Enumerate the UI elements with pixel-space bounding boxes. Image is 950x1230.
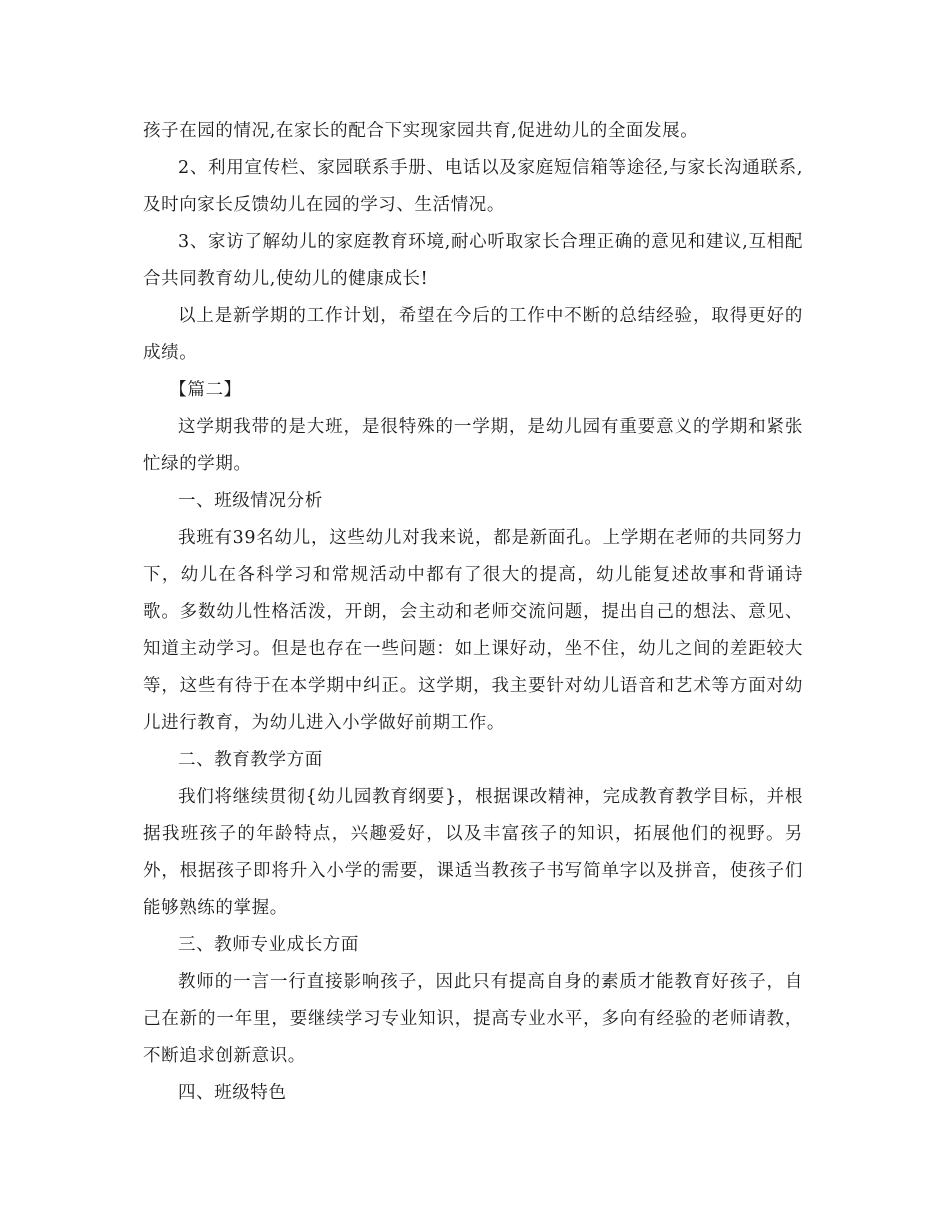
heading-teaching: 二、教育教学方面 bbox=[178, 750, 323, 770]
paragraph-intro: 这学期我带的是大班，是很特殊的一学期，是幼儿园有重要意义的学期和紧张忙绿的学期。 bbox=[143, 417, 803, 474]
heading-teacher-growth: 三、教师专业成长方面 bbox=[178, 935, 359, 955]
section-title: 【篇二】 bbox=[169, 380, 242, 400]
heading-class-analysis: 一、班级情况分析 bbox=[178, 491, 323, 511]
paragraph-teaching: 我们将继续贯彻{幼儿园教育纲要}，根据课改精神，完成教育教学目标，并根据我班孩子的年龄特点，兴趣爱好，以及丰富孩子的知识，拓展他们的视野。另外，根据孩子即将升入小学的需要，课适当教孩子书写简单字以及拼音，使孩子们能够熟练的掌握。 bbox=[143, 787, 803, 918]
paragraph-continuation: 孩子在园的情况,在家长的配合下实现家园共育,促进幼儿的全面发展。 bbox=[143, 121, 699, 141]
heading-class-features: 四、班级特色 bbox=[178, 1083, 287, 1103]
paragraph-class-analysis: 我班有39名幼儿，这些幼儿对我来说，都是新面孔。上学期在老师的共同努力下，幼儿在各科学习和常规活动中都有了很大的提高，幼儿能复述故事和背诵诗歌。多数幼儿性格活泼，开朗，会主动和老师交流问题，提出自己的想法、意见、知道主动学习。但是也存在一些问题：如上课好动，坐不住，幼儿之间的差距较大等，这些有待于在本学期中纠正。这学期，我主要针对幼儿语音和艺术等方面对幼儿进行教育，为幼儿进入小学做好前期工作。 bbox=[143, 528, 803, 733]
paragraph-teacher-growth: 教师的一言一行直接影响孩子，因此只有提高自身的素质才能教育好孩子，自己在新的一年里，要继续学习专业知识，提高专业水平，多向有经验的老师请教，不断追求创新意识。 bbox=[143, 972, 803, 1066]
paragraph-item-2: 2、利用宣传栏、家园联系手册、电话以及家庭短信箱等途径,与家长沟通联系,及时向家长反馈幼儿在园的学习、生活情况。 bbox=[143, 158, 803, 215]
paragraph-item-3: 3、家访了解幼儿的家庭教育环境,耐心听取家长合理正确的意见和建议,互相配合共同教育幼儿,使幼儿的健康成长! bbox=[143, 232, 803, 289]
paragraph-summary: 以上是新学期的工作计划，希望在今后的工作中不断的总结经验，取得更好的成绩。 bbox=[143, 306, 803, 363]
document-body bbox=[143, 113, 803, 1112]
